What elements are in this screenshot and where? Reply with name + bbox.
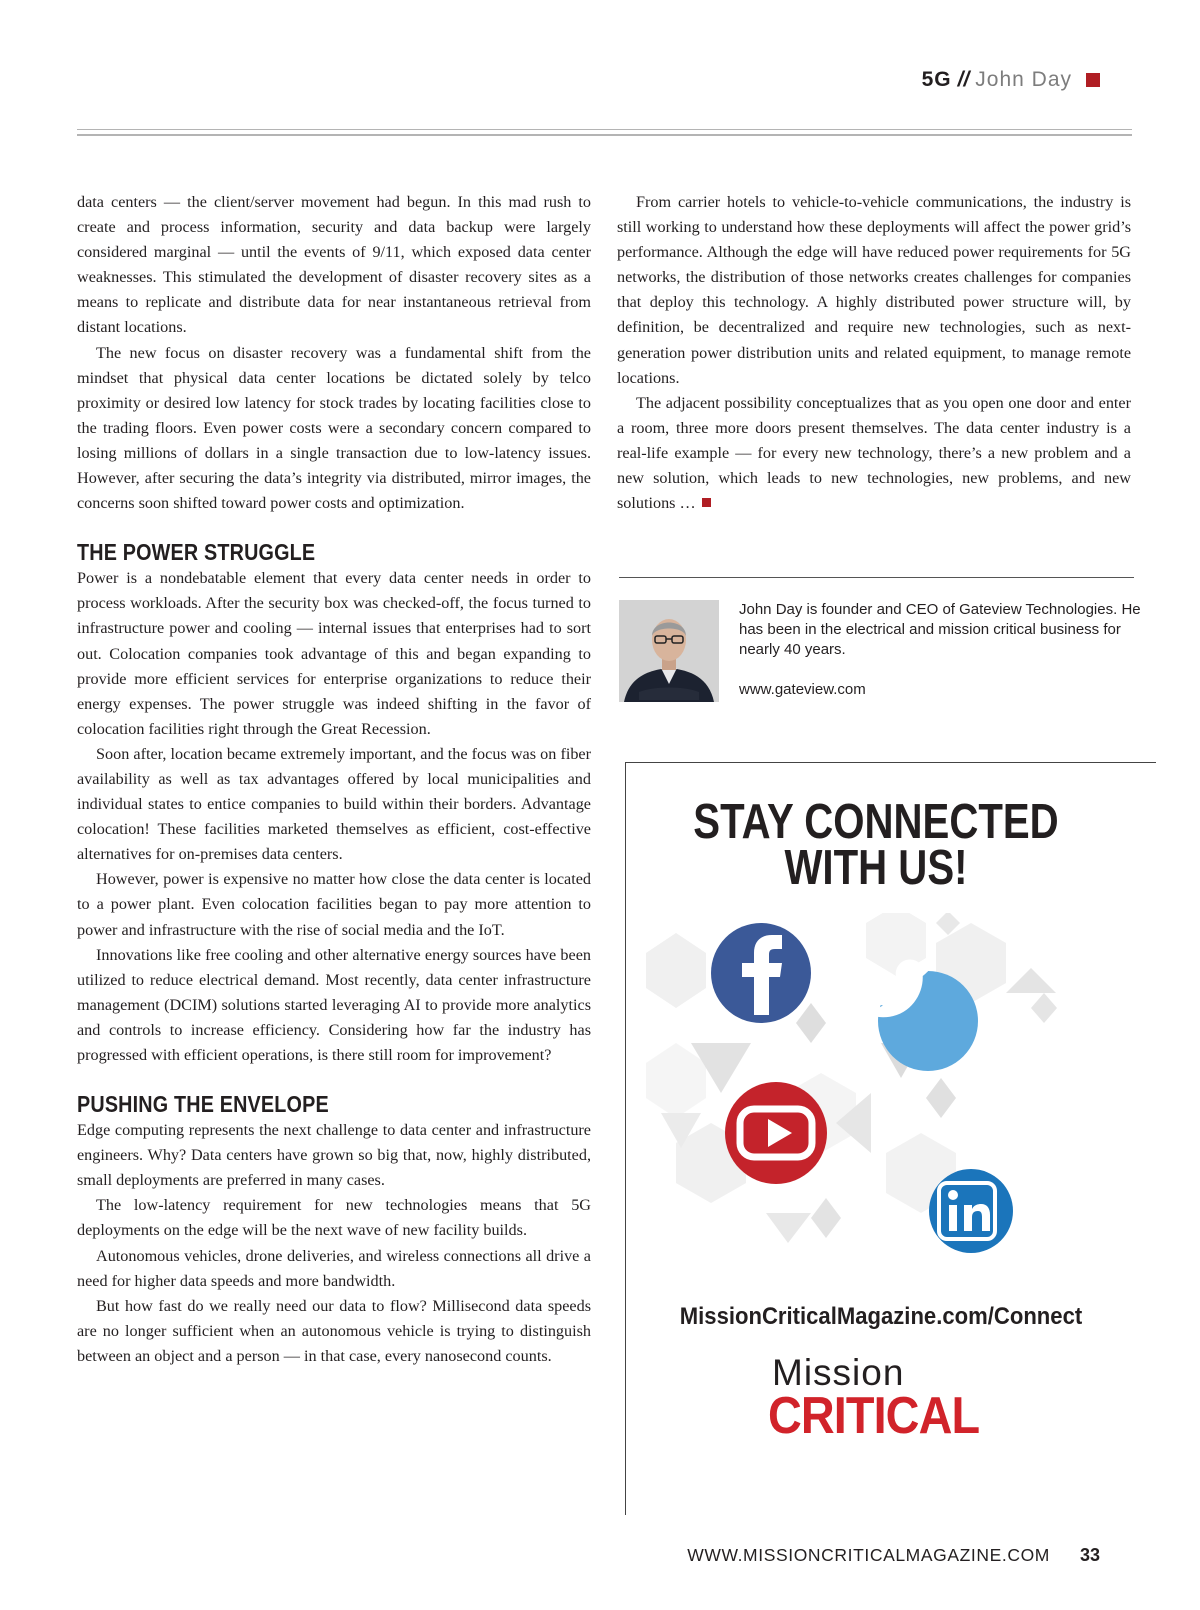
ad-title-line: STAY CONNECTED <box>693 795 1059 849</box>
end-mark-icon <box>702 498 711 507</box>
page-number: 33 <box>1079 1545 1100 1565</box>
author-portrait-icon <box>619 600 719 702</box>
header-rule-thick <box>77 134 1132 136</box>
paragraph: The new focus on disaster recovery was a fundamental shift from the mindset that physical data center locations be dictated solely by telco proximity or desired low latency for stock trades by locating facilities close to the trading floors. Even power costs were a secondary concern compared to losing millions of dollars in a single transaction due to low-latency issues. However, after securing the data’s integrity via distributed, mirror images, the concerns soon shifted toward power costs and optimization. <box>77 343 591 513</box>
left-column <box>77 190 591 1369</box>
logo-word-mission: Mission <box>772 1352 905 1393</box>
stay-connected-ad <box>625 762 1156 1515</box>
logo-word-critical: CRITICAL <box>768 1387 980 1445</box>
bio-text: John Day is founder and CEO of Gateview Technologies. He has been in the electrical and mission critical business for nearly 40 years. <box>739 601 1141 658</box>
page-footer <box>687 1545 1100 1566</box>
section-heading: THE POWER STRUGGLE <box>77 539 316 566</box>
right-column <box>617 190 1131 516</box>
paragraph: data centers — the client/server movement had begun. In this mad rush to create and process information, security and data backup were largely considered marginal — until the events of 9/11, which exposed data center weaknesses. This stimulated the development of disaster recovery sites as a means to replicate and distribute data for near instantaneous retrieval from distant locations. <box>77 193 591 337</box>
header-rule-thin <box>77 129 1132 130</box>
paragraph-text: The adjacent possibility conceptualizes that as you open one door and enter a room, three more doors present themselves. The data center industry is a real-life example — for every new technology, there’s a new problem and a new solution, which leads to new technologies, new problems, and new solutions … <box>617 393 1131 513</box>
linkedin-icon[interactable] <box>929 1169 1013 1253</box>
paragraph: Edge computing represents the next challenge to data center and infrastructure engineers. Why? Data centers have grown so big that, now, highly distributed, small deployments are preferred in many cases. <box>77 1121 591 1190</box>
paragraph: Soon after, location became extremely important, and the focus was on fiber availability as well as tax advantages offered by local municipalities and individual states to entice companies to build within their borders. Advantage colocation! These facilities marketed themselves as efficient, cost-effective alternatives for on-premises data centers. <box>77 744 591 864</box>
bio-rule <box>619 577 1134 578</box>
youtube-icon[interactable] <box>725 1082 827 1184</box>
paragraph: From carrier hotels to vehicle-to-vehicle communications, the industry is still working to understand how these deployments will affect the power grid’s performance. Although the edge will have reduced power requirements for 5G networks, the distribution of those networks creates challenges for companies that deploy this technology. A highly distributed power structure will, by definition, be decentralized and require new technologies, such as next-generation power distribution units and related equipment, to manage remote locations. <box>617 193 1131 387</box>
running-header <box>922 68 1100 92</box>
facebook-icon[interactable] <box>711 923 811 1023</box>
paragraph: However, power is expensive no matter how close the data center is located to a power plant. Even colocation facilities began to pay more attention to power and infrastructure with the rise of social media and the IoT. <box>77 870 591 939</box>
header-separator: // <box>957 68 970 91</box>
paragraph: But how fast do we really need our data to flow? Millisecond data speeds are no longer sufficient when an autonomous vehicle is trying to distinguish between an object and a person — in that case, every nanosecond counts. <box>77 1296 591 1365</box>
paragraph: Power is a nondebatable element that every data center needs in order to process workloads. After the security box was checked-off, the focus turned to infrastructure power and cooling — internal issues that enterprises had to sort out. Colocation companies took advantage of this and began expanding to provide more efficient services for enterprise organizations to reduce their energy expenses. The power struggle was indeed shifting in the favor of colocation facilities right through the Great Recession. <box>77 569 591 738</box>
paragraph: The low-latency requirement for new technologies means that 5G deployments on the edge will be the next wave of new facility builds. <box>77 1196 591 1240</box>
paragraph <box>617 391 1131 516</box>
bio-url[interactable]: www.gateview.com <box>739 681 866 698</box>
ad-connect-url[interactable]: MissionCriticalMagazine.com/Connect <box>679 1303 1083 1330</box>
ad-title <box>671 795 1081 895</box>
section-heading: PUSHING THE ENVELOPE <box>77 1091 329 1118</box>
ad-title-line: WITH US! <box>784 841 968 895</box>
header-author: John Day <box>975 68 1072 91</box>
paragraph: Innovations like free cooling and other alternative energy sources have been utilized to reduce electrical demand. Most recently, data center infrastructure management (DCIM) solutions started leveraging AI to provide more analytics and controls to increase efficiency. Considering how far the industry has progressed with efficient operations, is there still room for improvement? <box>77 945 591 1064</box>
author-photo <box>619 600 719 702</box>
social-graphic <box>636 913 1076 1273</box>
paragraph: Autonomous vehicles, drone deliveries, and wireless connections all drive a need for higher data speeds and more bandwidth. <box>77 1246 591 1290</box>
author-bio <box>739 600 1149 700</box>
section-tag: 5G <box>921 68 952 91</box>
mission-critical-logo <box>768 1352 1008 1445</box>
header-square-icon <box>1086 73 1100 87</box>
footer-site-url[interactable]: WWW.MISSIONCRITICALMAGAZINE.COM <box>687 1545 1050 1565</box>
